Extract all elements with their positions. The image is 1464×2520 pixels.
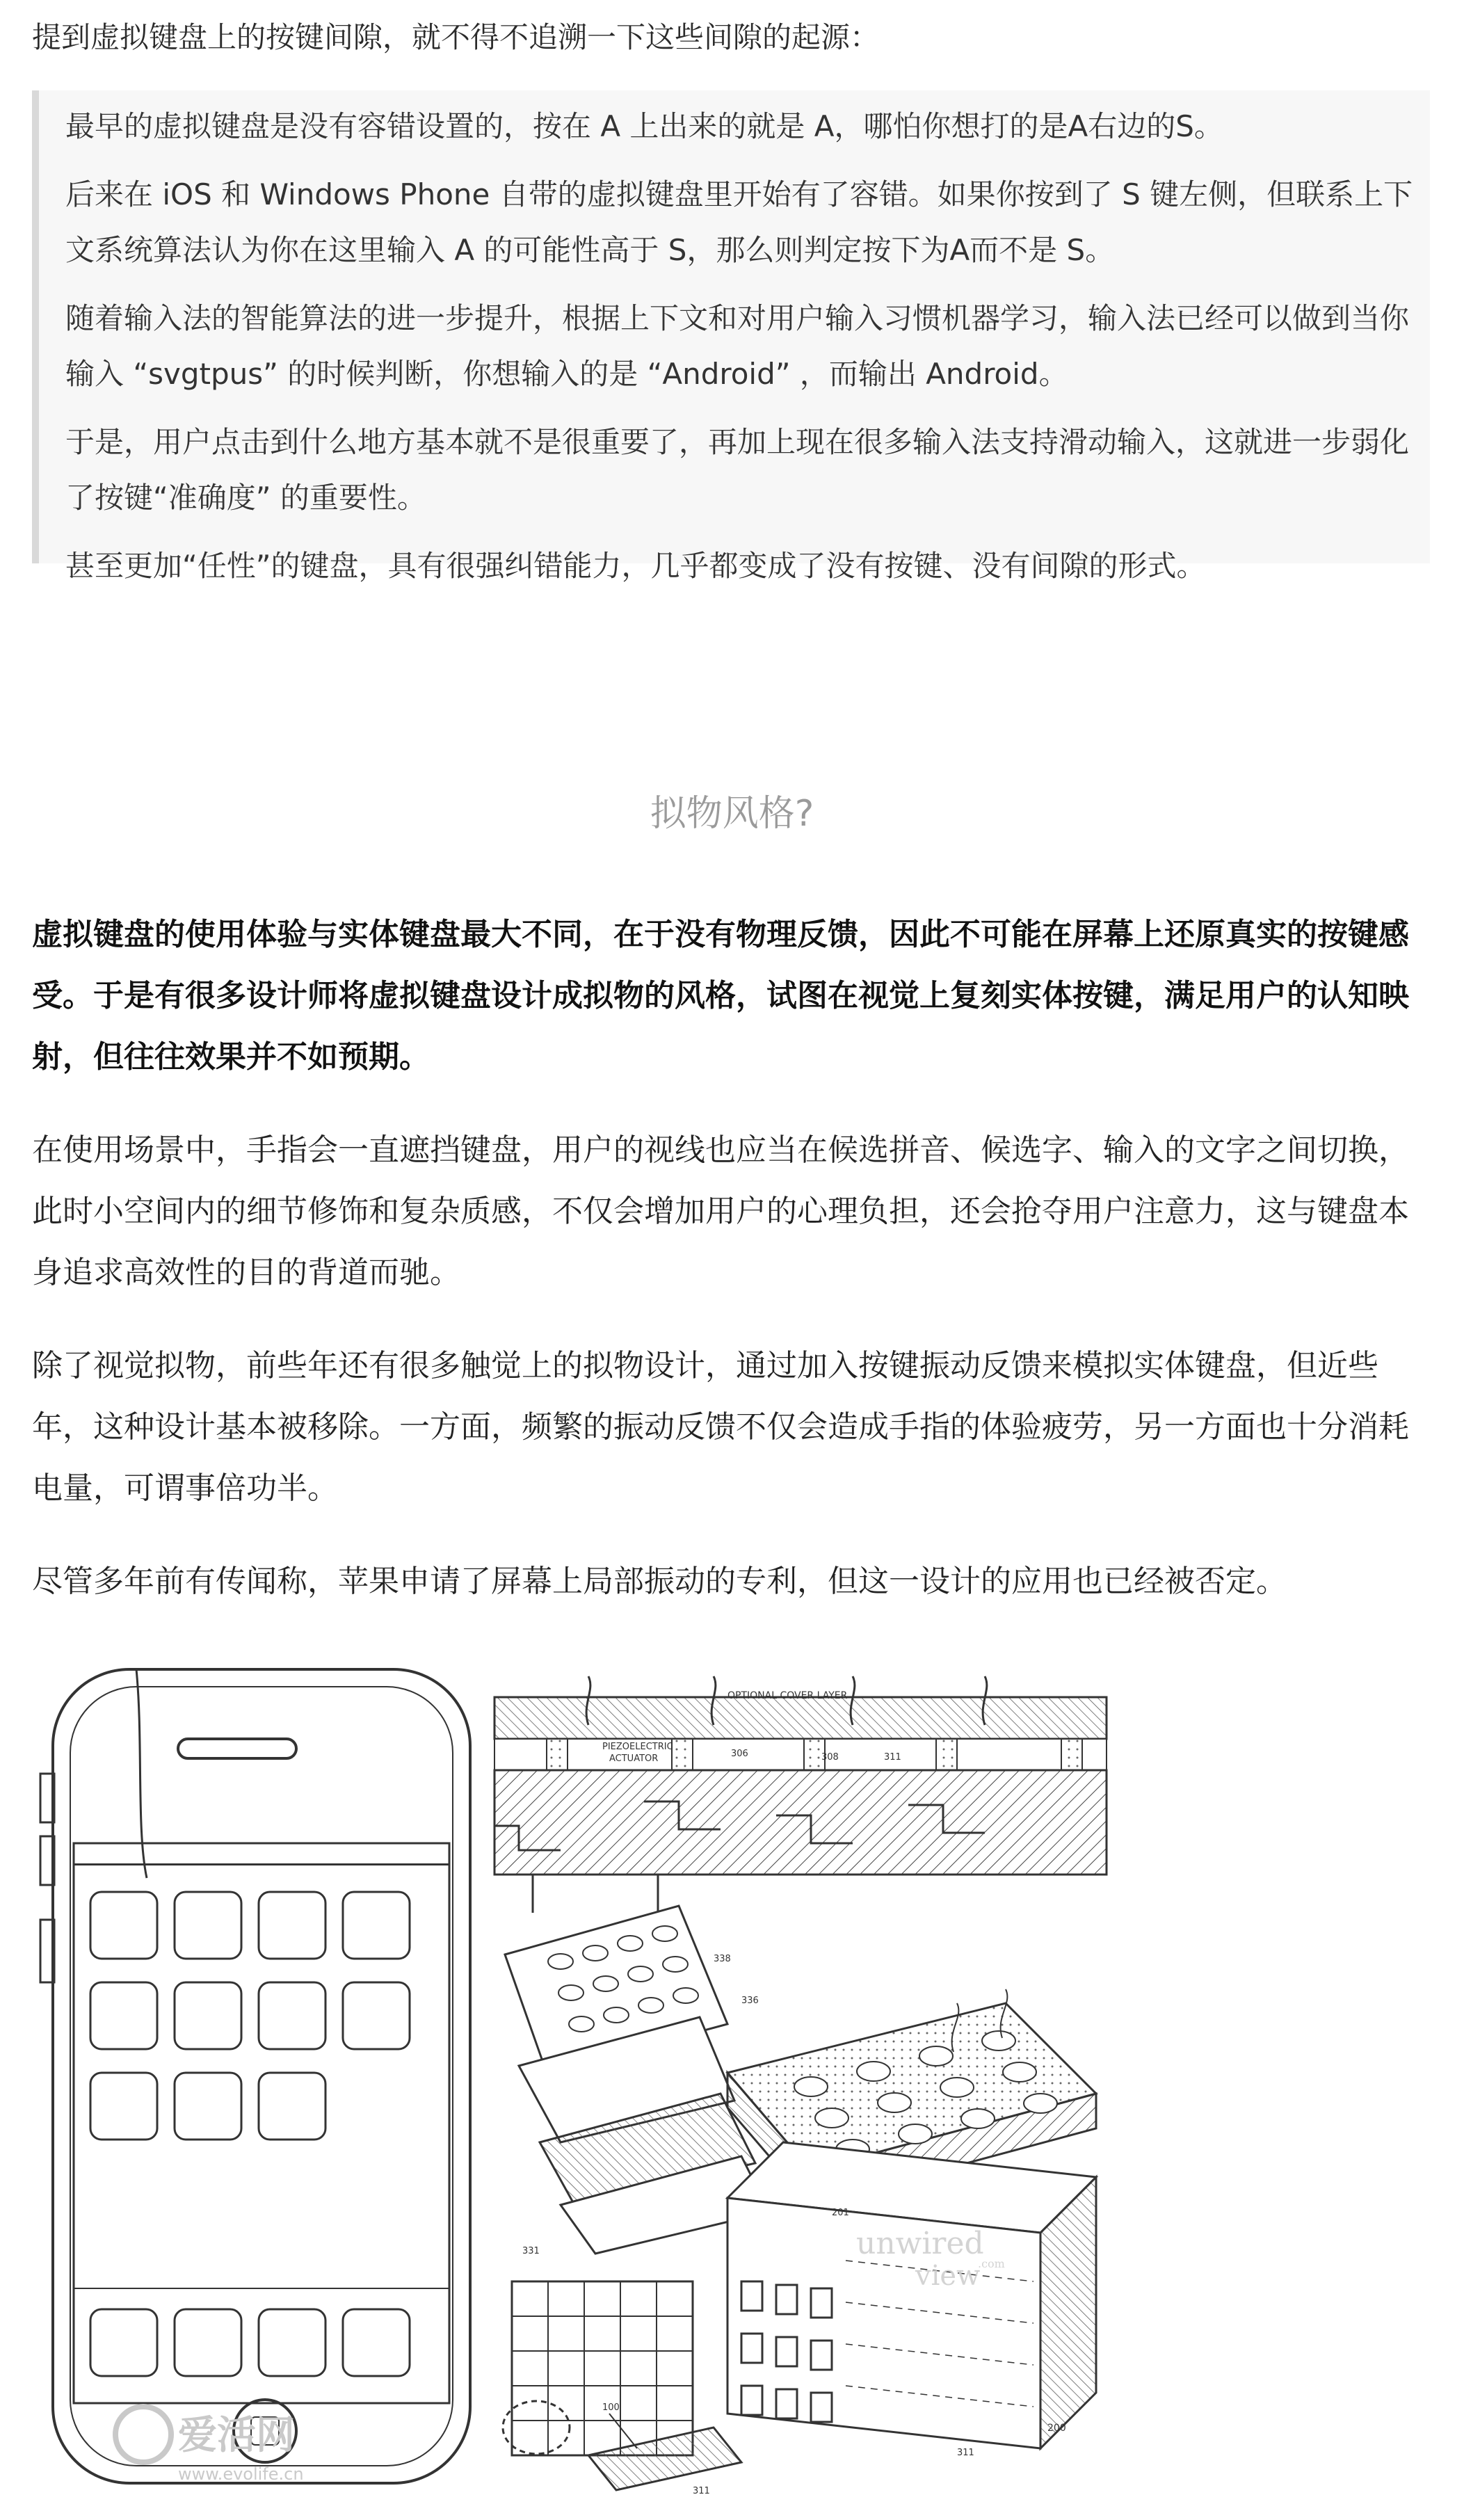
label-311: 311	[884, 1752, 901, 1763]
blockquote	[32, 90, 1430, 583]
section-heading: 拟物风格?	[650, 793, 814, 835]
body-paragraph: 虚拟键盘的使用体验与实体键盘最大不同，在于没有物理反馈，因此不可能在屏幕上还原真实的按键感受。于是有很多设计师将虚拟键盘设计成拟物的风格，试图在视觉上复刻实体按键，满足用户的认知映射，但往往效果并不如预期。	[32, 917, 1409, 1075]
label-actuator: ACTUATOR	[609, 1753, 659, 1764]
intro-text: 提到虚拟键盘上的按键间隙，就不得不追溯一下这些间隙的起源：	[32, 20, 880, 54]
cross-section-drawing	[494, 1676, 1107, 1913]
quote-paragraph: 最早的虚拟键盘是没有容错设置的，按在 A 上出来的就是 A，哪怕你想打的是A右边的S。	[65, 109, 1223, 143]
label-331: 331	[522, 2246, 540, 2256]
quote-paragraph: 后来在 iOS 和 Windows Phone 自带的虚拟键盘里开始有了容错。如果你按到了 S 键左侧，但联系上下文系统算法认为你在这里输入 A 的可能性高于 S，那么则判定按下为A而不是 S。	[65, 177, 1413, 267]
label-311-plate: 311	[693, 2486, 710, 2496]
label-100: 100	[602, 2402, 620, 2413]
watermark-view: view	[915, 2260, 981, 2292]
label-piezo: PIEZOELECTRIC	[602, 1742, 673, 1752]
tile-block-drawing	[727, 2142, 1096, 2458]
label-201: 201	[832, 2208, 849, 2218]
label-338: 338	[714, 1954, 731, 1964]
watermark-site-url: www.evolife.cn	[178, 2464, 304, 2484]
body-paragraph: 尽管多年前有传闻称，苹果申请了屏幕上局部振动的专利，但这一设计的应用也已经被否定。	[32, 1564, 1287, 1599]
phone-drawing	[40, 1669, 470, 2483]
patent-drawing-svg	[32, 1655, 1117, 2497]
plate-drawing	[588, 2402, 741, 2496]
label-308: 308	[821, 1752, 839, 1763]
label-311-block: 311	[957, 2448, 974, 2458]
evolife-logo-icon	[115, 2407, 171, 2462]
watermark-site-name: 爱活网	[178, 2413, 295, 2458]
grid-drawing	[503, 2281, 693, 2455]
label-336: 336	[741, 1996, 759, 2006]
body-paragraph: 在使用场景中，手指会一直遮挡键盘，用户的视线也应当在候选拼音、候选字、输入的文字之间切换，此时小空间内的细节修饰和复杂质感，不仅会增加用户的心理负担，还会抢夺用户注意力，这与键盘本身追求高效性的目的背道而驰。	[32, 1132, 1409, 1290]
quote-paragraph: 随着输入法的智能算法的进一步提升，根据上下文和对用户输入习惯机器学习，输入法已经可以做到当你输入 “svgtpus” 的时候判断，你想输入的是 “Android” ，而输出 Android。	[65, 301, 1410, 391]
watermark-dotcom: .com	[978, 2257, 1005, 2270]
label-200: 200	[1047, 2423, 1066, 2434]
label-306: 306	[731, 1749, 748, 1759]
watermark-unwired: unwired	[856, 2226, 984, 2261]
evolife-watermark	[115, 2407, 304, 2484]
label-cover-layer: OPTIONAL COVER LAYER	[727, 1690, 848, 1701]
patent-illustration	[32, 1655, 1117, 2497]
body-paragraph: 除了视觉拟物，前些年还有很多触觉上的拟物设计，通过加入按键振动反馈来模拟实体键盘，但近些年，这种设计基本被移除。一方面，频繁的振动反馈不仅会造成手指的体验疲劳，另一方面也十分消耗电量，可谓事倍功半。	[32, 1348, 1409, 1506]
quote-paragraph: 于是，用户点击到什么地方基本就不是很重要了，再加上现在很多输入法支持滑动输入，这就进一步弱化了按键“准确度” 的重要性。	[65, 425, 1410, 515]
quote-paragraph: 甚至更加“任性”的键盘，具有很强纠错能力，几乎都变成了没有按键、没有间隙的形式。	[65, 549, 1206, 583]
